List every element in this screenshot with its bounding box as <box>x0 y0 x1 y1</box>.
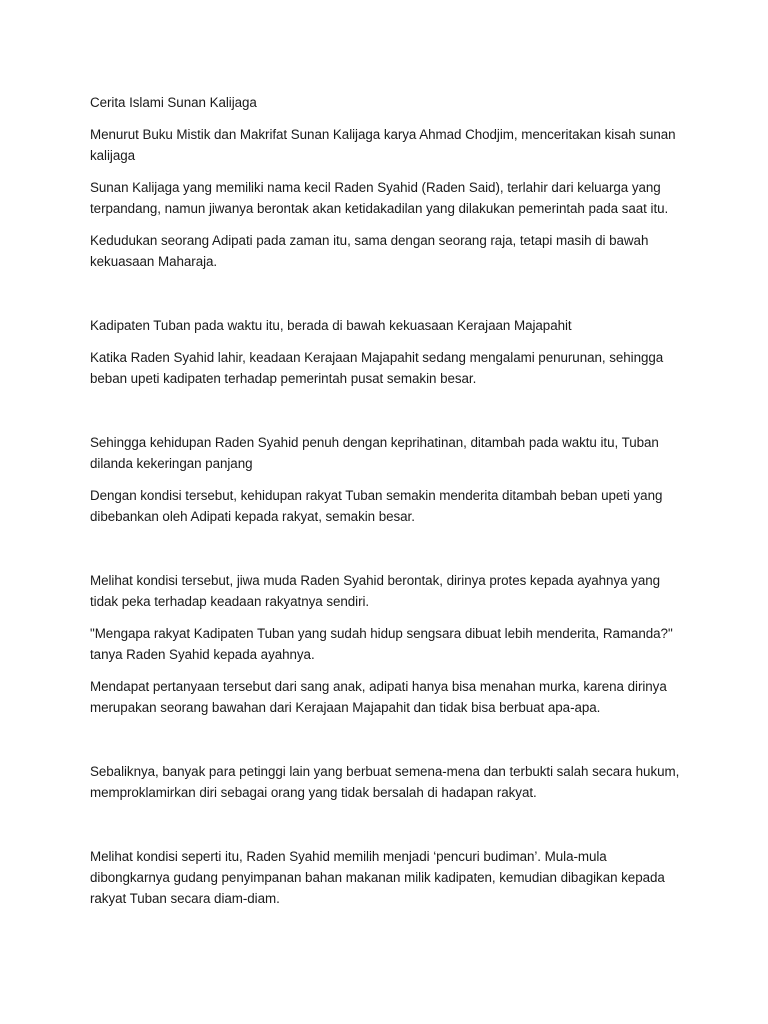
paragraph: Dengan kondisi tersebut, kehidupan rakyat Tuban semakin menderita ditambah beban upeti yang dibebankan oleh Adipati kepada rakyat, semakin besar. <box>90 488 663 524</box>
paragraph: Katika Raden Syahid lahir, keadaan Kerajaan Majapahit sedang mengalami penurunan, sehingga beban upeti kadipaten terhadap pemerintah pusat semakin besar. <box>90 350 664 386</box>
paragraph: Sunan Kalijaga yang memiliki nama kecil Raden Syahid (Raden Said), terlahir dari keluarga yang terpandang, namun jiwanya berontak akan ketidakadilan yang dilakukan pemerintah pada saat itu. <box>90 180 669 216</box>
document-title: Cerita Islami Sunan Kalijaga <box>90 95 257 110</box>
paragraph: "Mengapa rakyat Kadipaten Tuban yang sudah hidup sengsara dibuat lebih menderita, Ramanda?" tanya Raden Syahid kepada ayahnya. <box>90 626 673 662</box>
paragraph: Mendapat pertanyaan tersebut dari sang anak, adipati hanya bisa menahan murka, karena dirinya merupakan seorang bawahan dari Kerajaan Majapahit dan tidak bisa berbuat apa-apa. <box>90 679 667 715</box>
document-body <box>90 92 680 909</box>
paragraph: Melihat kondisi seperti itu, Raden Syahid memilih menjadi ‘pencuri budiman’. Mula-mula dibongkarnya gudang penyimpanan bahan makanan milik kadipaten, kemudian dibagikan kepada rakyat Tuban secara diam-diam. <box>90 849 665 906</box>
paragraph: Sebaliknya, banyak para petinggi lain yang berbuat semena-mena dan terbukti salah secara hukum, memproklamirkan diri sebagai orang yang tidak bersalah di hadapan rakyat. <box>90 764 680 800</box>
paragraph: Sehingga kehidupan Raden Syahid penuh dengan keprihatinan, ditambah pada waktu itu, Tuban dilanda kekeringan panjang <box>90 435 659 471</box>
paragraph: Melihat kondisi tersebut, jiwa muda Raden Syahid berontak, dirinya protes kepada ayahnya yang tidak peka terhadap keadaan rakyatnya sendiri. <box>90 573 661 609</box>
paragraph: Kadipaten Tuban pada waktu itu, berada di bawah kekuasaan Kerajaan Majapahit <box>90 318 572 333</box>
paragraph: Menurut Buku Mistik dan Makrifat Sunan Kalijaga karya Ahmad Chodjim, menceritakan kisah sunan kalijaga <box>90 127 676 163</box>
paragraph: Kedudukan seorang Adipati pada zaman itu, sama dengan seorang raja, tetapi masih di bawah kekuasaan Maharaja. <box>90 233 649 269</box>
